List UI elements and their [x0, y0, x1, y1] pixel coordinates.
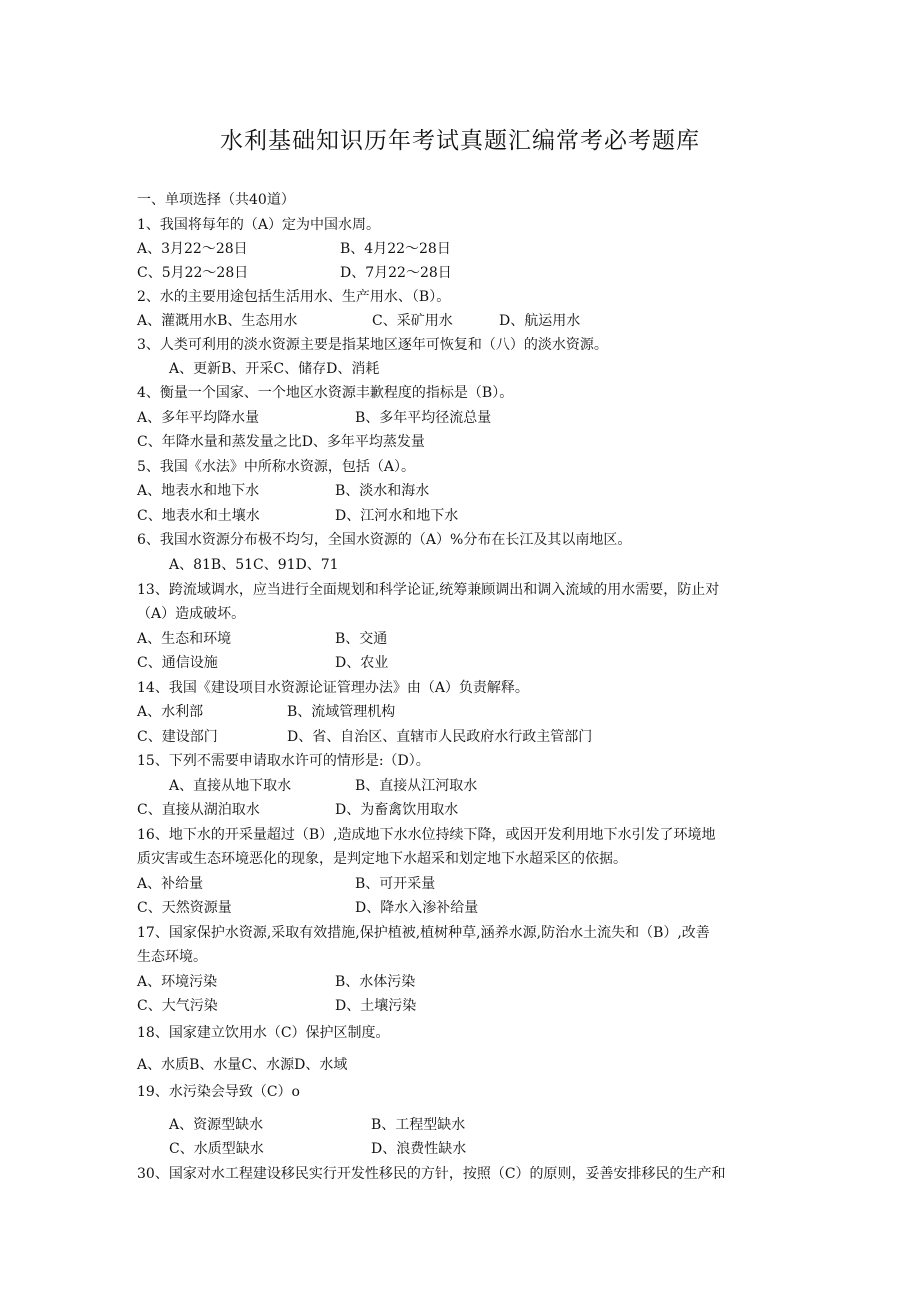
- option-line: [137, 263, 452, 283]
- option-d: D、降水入渗补给量: [355, 900, 479, 916]
- option-b: B、可开采量: [355, 876, 436, 892]
- question-3: 3、人类可利用的淡水资源主要是指某地区逐年可恢复和（八）的淡水资源。: [137, 337, 608, 353]
- question-4: 4、衡量一个国家、一个地区水资源丰歉程度的指标是（B）。: [137, 385, 514, 401]
- option-c: C、建设部门: [137, 729, 218, 745]
- option-b: B、交通: [335, 631, 388, 647]
- options-line: C、年降水量和蒸发量之比D、多年平均蒸发量: [137, 434, 425, 450]
- option-a: A、多年平均降水量: [137, 410, 260, 426]
- option-a: A、地表水和地下水: [137, 483, 260, 499]
- option-d: D、航运用水: [499, 313, 581, 329]
- option-line: [137, 727, 593, 747]
- option-line: [137, 898, 479, 918]
- option-b: B、淡水和海水: [335, 483, 430, 499]
- option-b: B、多年平均径流总量: [355, 410, 492, 426]
- option-line: [137, 800, 459, 820]
- question-14: 14、我国《建设项目水资源论证管理办法》由（A）负责解释。: [137, 680, 529, 696]
- option-c: C、大气污染: [137, 998, 218, 1014]
- option-line: [137, 506, 459, 526]
- question-2: 2、水的主要用途包括生活用水、生产用水、（B）。: [137, 289, 451, 305]
- option-line: [169, 1115, 466, 1135]
- option-line: [137, 653, 389, 673]
- option-c: C、采矿用水: [372, 313, 453, 329]
- options-line: A、更新B、开采C、储存D、消耗: [169, 361, 380, 377]
- option-line: [137, 874, 436, 894]
- option-line: [137, 408, 492, 428]
- option-a: A、水利部: [137, 704, 204, 720]
- option-c: C、天然资源量: [137, 900, 232, 916]
- question-30: 30、国家对水工程建设移民实行开发性移民的方针，按照（C）的原则，妥善安排移民的生产和: [137, 1166, 726, 1182]
- option-line: [137, 996, 417, 1016]
- option-line: [137, 629, 388, 649]
- option-a: A、资源型缺水: [169, 1117, 264, 1133]
- question-17: 17、国家保护水资源,采取有效措施,保护植被,植树种草,涵养水源,防治水土流失和（B）,改善: [137, 925, 710, 941]
- option-b: B、工程型缺水: [371, 1117, 466, 1133]
- option-d: D、土壤污染: [335, 998, 417, 1014]
- option-d: D、农业: [335, 655, 389, 671]
- document-title: 水利基础知识历年考试真题汇编常考必考题库: [220, 128, 700, 154]
- question-6: 6、我国水资源分布极不均匀，全国水资源的（A）%分布在长江及其以南地区。: [137, 532, 632, 548]
- section-heading: 一、单项选择（共40道）: [137, 192, 295, 208]
- option-d: D、浪费性缺水: [371, 1141, 467, 1157]
- option-b: B、流域管理机构: [287, 704, 396, 720]
- option-c: C、水质型缺水: [169, 1141, 264, 1157]
- question-13-cont: （A）造成破坏。: [137, 606, 246, 622]
- question-19: 19、水污染会导致（C）o: [137, 1084, 300, 1100]
- question-13: 13、跨流域调水，应当进行全面规划和科学论证,统筹兼顾调出和调入流域的用水需要，防止对: [137, 582, 720, 598]
- option-c: C、直接从湖泊取水: [137, 802, 260, 818]
- options-line: A、水质B、水量C、水源D、水域: [137, 1057, 348, 1073]
- option-a: A、补给量: [137, 876, 204, 892]
- option-a: A、环境污染: [137, 974, 218, 990]
- options-line: A、81B、51C、91D、71: [169, 557, 339, 573]
- option-d: D、江河水和地下水: [335, 508, 459, 524]
- option-c: C、地表水和土壤水: [137, 508, 260, 524]
- option-a: A、生态和环境: [137, 631, 232, 647]
- option-d: D、省、自治区、直辖市人民政府水行政主管部门: [287, 729, 593, 745]
- option-b: B、直接从江河取水: [355, 778, 478, 794]
- option-b: B、4月22〜28日: [340, 241, 451, 257]
- question-16: 16、地下水的开采量超过（B）,造成地下水水位持续下降，或因开发利用地下水引发了环境地: [137, 827, 716, 843]
- option-d: D、7月22〜28日: [340, 265, 452, 281]
- option-line: [137, 239, 451, 259]
- option-a: A、直接从地下取水: [169, 778, 292, 794]
- question-5: 5、我国《水法》中所称水资源，包括（A）。: [137, 459, 416, 475]
- option-a: A、3月22〜28日: [137, 241, 248, 257]
- question-1: 1、我国将每年的（A）定为中国水周。: [137, 217, 381, 233]
- option-line: [137, 702, 396, 722]
- option-line: [137, 311, 581, 331]
- question-17-cont: 生态环境。: [137, 949, 207, 965]
- option-d: D、为畜禽饮用取水: [335, 802, 459, 818]
- option-line: [169, 1139, 467, 1159]
- option-line: [169, 776, 478, 796]
- option-c: C、通信设施: [137, 655, 218, 671]
- option-b: B、水体污染: [335, 974, 416, 990]
- option-line: [137, 481, 430, 501]
- option-line: [137, 972, 416, 992]
- question-15: 15、下列不需要申请取水许可的情形是:（D）。: [137, 753, 430, 769]
- question-18: 18、国家建立饮用水（C）保护区制度。: [137, 1025, 390, 1041]
- question-16-cont: 质灾害或生态环境恶化的现象，是判定地下水超采和划定地下水超采区的依据。: [137, 851, 627, 867]
- options-ab: A、灌溉用水B、生态用水: [137, 313, 298, 329]
- option-c: C、5月22〜28日: [137, 265, 249, 281]
